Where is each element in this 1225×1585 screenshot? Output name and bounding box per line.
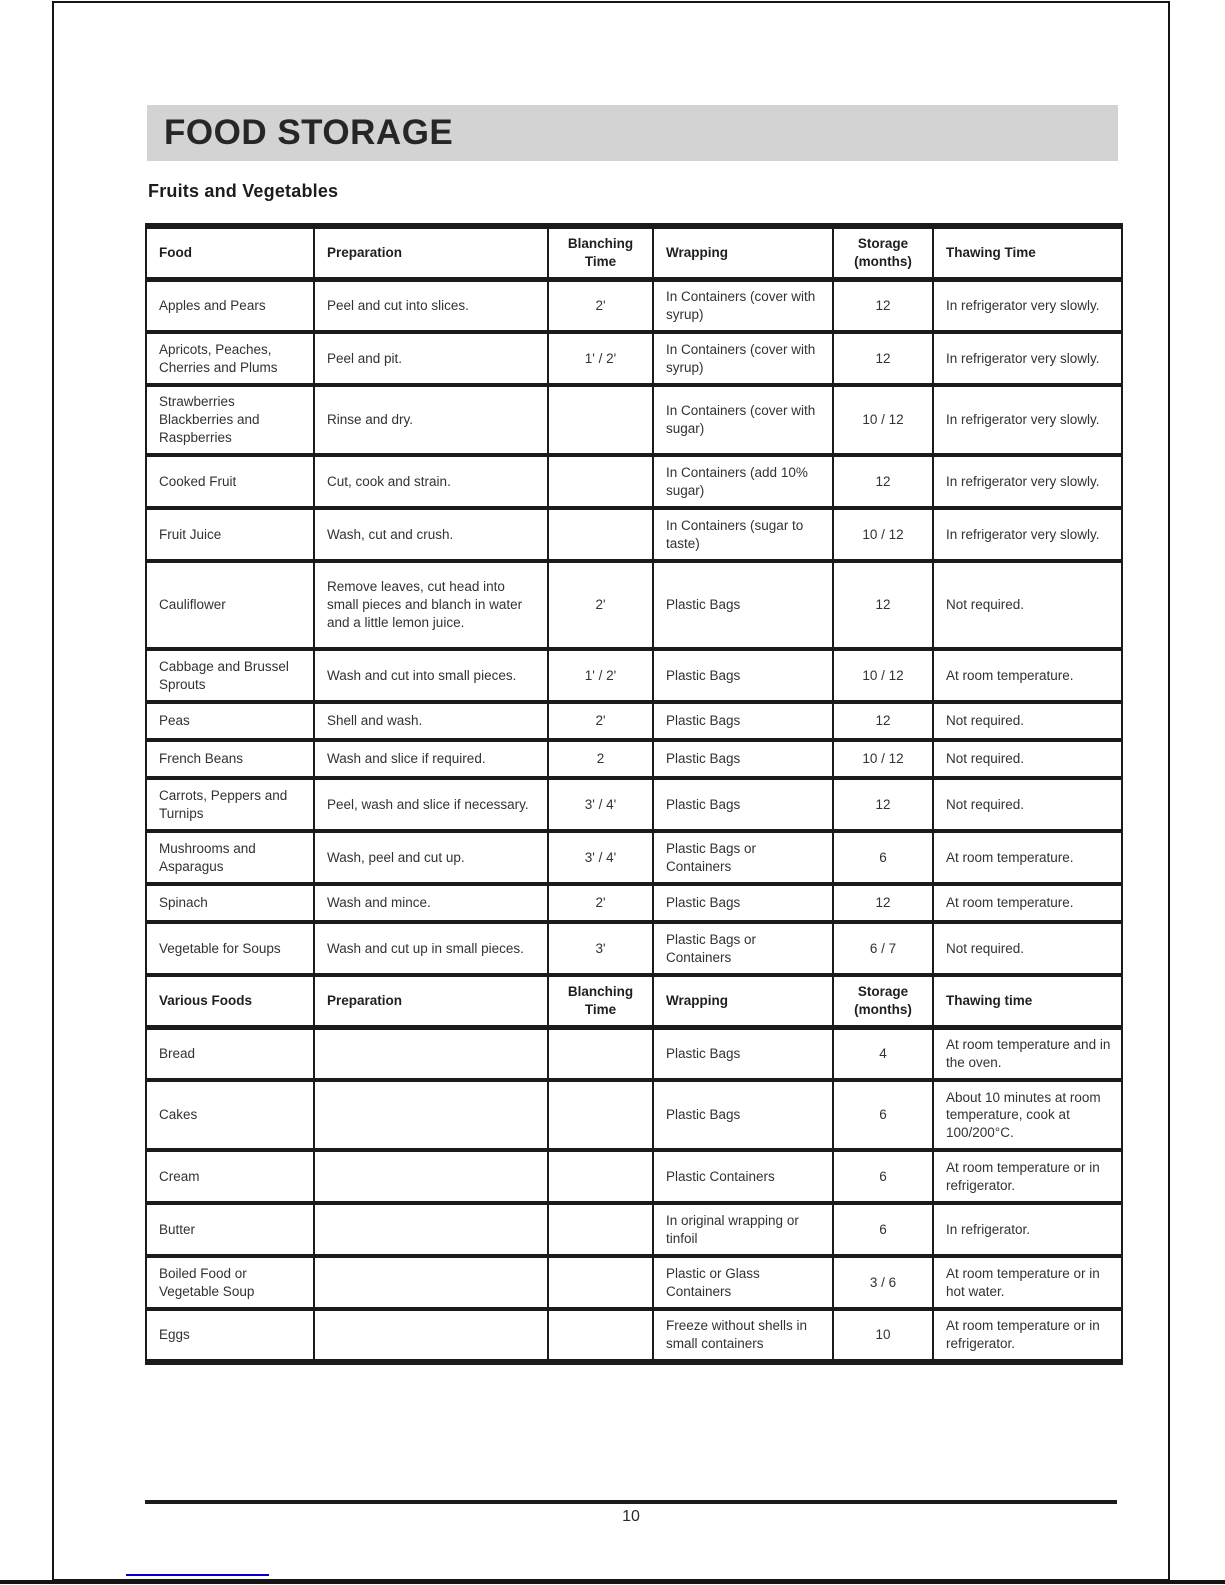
- cell-wrapping: Plastic Bags: [653, 561, 833, 649]
- cell-thawing-time: In refrigerator very slowly.: [933, 508, 1122, 561]
- page-bottom-rule: [0, 1580, 1225, 1584]
- cell-blanching-time: 1' / 2': [548, 649, 653, 702]
- cell-food: Apples and Pears: [146, 279, 314, 332]
- footer-rule: [145, 1500, 1117, 1504]
- cell-preparation: [314, 1027, 548, 1080]
- cell-thawing-time: At room temperature or in refrigerator.: [933, 1150, 1122, 1203]
- cell-food: Cream: [146, 1150, 314, 1203]
- cell-blanching-time: [548, 1027, 653, 1080]
- cell-food: Spinach: [146, 884, 314, 922]
- cell-storage: 3 / 6: [833, 1256, 933, 1309]
- col-header-wrapping: Wrapping: [653, 226, 833, 279]
- cell-storage: 12: [833, 884, 933, 922]
- cell-food: Carrots, Peppers and Turnips: [146, 778, 314, 831]
- cell-wrapping: In Containers (cover with syrup): [653, 332, 833, 385]
- cell-preparation: Wash, peel and cut up.: [314, 831, 548, 884]
- cell-thawing-time: At room temperature.: [933, 884, 1122, 922]
- cell-thawing-time: At room temperature and in the oven.: [933, 1027, 1122, 1080]
- cell-preparation: Peel, wash and slice if necessary.: [314, 778, 548, 831]
- cell-blanching-time: [548, 1256, 653, 1309]
- cell-blanching-time: [548, 1080, 653, 1150]
- table1-header-row: [146, 226, 1122, 279]
- col-header-storage-2: Storage (months): [833, 975, 933, 1027]
- cell-wrapping: In Containers (sugar to taste): [653, 508, 833, 561]
- table-row-cooked-fruit: [146, 455, 1122, 508]
- food-storage-table: [145, 223, 1123, 1365]
- cell-food: Boiled Food or Vegetable Soup: [146, 1256, 314, 1309]
- cell-storage: 10 / 12: [833, 385, 933, 455]
- cell-storage: 12: [833, 279, 933, 332]
- cell-wrapping: Plastic Bags or Containers: [653, 922, 833, 975]
- cell-preparation: [314, 1080, 548, 1150]
- cell-storage: 6: [833, 1150, 933, 1203]
- cell-storage: 10 / 12: [833, 649, 933, 702]
- cell-thawing-time: At room temperature.: [933, 649, 1122, 702]
- cell-thawing-time: In refrigerator.: [933, 1203, 1122, 1256]
- cell-wrapping: Freeze without shells in small containers: [653, 1309, 833, 1362]
- cell-preparation: Wash, cut and crush.: [314, 508, 548, 561]
- cell-blanching-time: [548, 508, 653, 561]
- cell-wrapping: Plastic Bags or Containers: [653, 831, 833, 884]
- cell-storage: 12: [833, 702, 933, 740]
- table-row-butter: [146, 1203, 1122, 1256]
- cell-wrapping: Plastic Bags: [653, 1027, 833, 1080]
- cell-wrapping: In Containers (cover with sugar): [653, 385, 833, 455]
- page-title: FOOD STORAGE: [164, 113, 454, 152]
- cell-wrapping: Plastic Bags: [653, 884, 833, 922]
- cell-wrapping: In Containers (cover with syrup): [653, 279, 833, 332]
- table-row-carrots: [146, 778, 1122, 831]
- table-row-vegetable-soups: [146, 922, 1122, 975]
- cell-storage: 6: [833, 1203, 933, 1256]
- cell-preparation: [314, 1256, 548, 1309]
- cell-wrapping: Plastic Bags: [653, 649, 833, 702]
- table-row-bread: [146, 1027, 1122, 1080]
- table-row-cream: [146, 1150, 1122, 1203]
- cell-storage: 12: [833, 778, 933, 831]
- cell-preparation: Remove leaves, cut head into small pieces and blanch in water and a little lemon juice.: [314, 561, 548, 649]
- col-header-preparation: Preparation: [314, 226, 548, 279]
- table-row-cakes: [146, 1080, 1122, 1150]
- cell-blanching-time: [548, 1309, 653, 1362]
- section-heading: Fruits and Vegetables: [148, 181, 339, 201]
- cell-wrapping: Plastic or Glass Containers: [653, 1256, 833, 1309]
- page-number: 10: [622, 1508, 640, 1525]
- cell-food: Mushrooms and Asparagus: [146, 831, 314, 884]
- cell-food: Cauliflower: [146, 561, 314, 649]
- col-header-blanching-time-2: Blanching Time: [548, 975, 653, 1027]
- cell-thawing-time: At room temperature.: [933, 831, 1122, 884]
- cell-blanching-time: 2': [548, 279, 653, 332]
- cell-thawing-time: Not required.: [933, 740, 1122, 778]
- cell-preparation: Wash and slice if required.: [314, 740, 548, 778]
- cell-thawing-time: Not required.: [933, 702, 1122, 740]
- cell-preparation: Shell and wash.: [314, 702, 548, 740]
- table-row-cauliflower: [146, 561, 1122, 649]
- cell-blanching-time: 2': [548, 702, 653, 740]
- cell-food: Eggs: [146, 1309, 314, 1362]
- cell-thawing-time: In refrigerator very slowly.: [933, 279, 1122, 332]
- col-header-blanching-time: Blanching Time: [548, 226, 653, 279]
- cell-preparation: Peel and cut into slices.: [314, 279, 548, 332]
- cell-storage: 6 / 7: [833, 922, 933, 975]
- food-storage-table-wrapper: [145, 223, 1123, 1365]
- cell-storage: 10 / 12: [833, 508, 933, 561]
- cell-storage: 12: [833, 561, 933, 649]
- cell-thawing-time: At room temperature or in hot water.: [933, 1256, 1122, 1309]
- cell-storage: 6: [833, 831, 933, 884]
- cell-blanching-time: [548, 385, 653, 455]
- col-header-preparation-2: Preparation: [314, 975, 548, 1027]
- cell-blanching-time: [548, 1150, 653, 1203]
- footer-link-underline[interactable]: [126, 1574, 269, 1576]
- cell-wrapping: Plastic Bags: [653, 1080, 833, 1150]
- cell-preparation: Wash and cut up in small pieces.: [314, 922, 548, 975]
- cell-thawing-time: Not required.: [933, 561, 1122, 649]
- table-row-apricots-peaches: [146, 332, 1122, 385]
- cell-wrapping: In original wrapping or tinfoil: [653, 1203, 833, 1256]
- cell-storage: 12: [833, 332, 933, 385]
- cell-wrapping: Plastic Bags: [653, 740, 833, 778]
- cell-food: Butter: [146, 1203, 314, 1256]
- cell-wrapping: Plastic Bags: [653, 778, 833, 831]
- cell-storage: 12: [833, 455, 933, 508]
- table-row-french-beans: [146, 740, 1122, 778]
- cell-blanching-time: 3' / 4': [548, 778, 653, 831]
- cell-thawing-time: Not required.: [933, 778, 1122, 831]
- col-header-various-foods: Various Foods: [146, 975, 314, 1027]
- cell-thawing-time: About 10 minutes at room temperature, cook at 100/200°C.: [933, 1080, 1122, 1150]
- col-header-food: Food: [146, 226, 314, 279]
- title-banner: [147, 105, 1118, 161]
- cell-storage: 10: [833, 1309, 933, 1362]
- cell-thawing-time: In refrigerator very slowly.: [933, 385, 1122, 455]
- table-row-spinach: [146, 884, 1122, 922]
- table-row-peas: [146, 702, 1122, 740]
- table-row-apples-pears: [146, 279, 1122, 332]
- cell-preparation: [314, 1203, 548, 1256]
- cell-storage: 4: [833, 1027, 933, 1080]
- table-row-mushrooms: [146, 831, 1122, 884]
- cell-thawing-time: In refrigerator very slowly.: [933, 455, 1122, 508]
- cell-thawing-time: In refrigerator very slowly.: [933, 332, 1122, 385]
- cell-storage: 10 / 12: [833, 740, 933, 778]
- cell-wrapping: Plastic Bags: [653, 702, 833, 740]
- cell-preparation: [314, 1309, 548, 1362]
- cell-blanching-time: 2: [548, 740, 653, 778]
- cell-blanching-time: [548, 455, 653, 508]
- cell-wrapping: Plastic Containers: [653, 1150, 833, 1203]
- cell-food: Cakes: [146, 1080, 314, 1150]
- cell-thawing-time: Not required.: [933, 922, 1122, 975]
- cell-food: Strawberries Blackberries and Raspberries: [146, 385, 314, 455]
- cell-preparation: Wash and cut into small pieces.: [314, 649, 548, 702]
- cell-preparation: Peel and pit.: [314, 332, 548, 385]
- cell-blanching-time: 1' / 2': [548, 332, 653, 385]
- cell-food: French Beans: [146, 740, 314, 778]
- cell-blanching-time: 2': [548, 884, 653, 922]
- cell-food: Vegetable for Soups: [146, 922, 314, 975]
- cell-food: Cooked Fruit: [146, 455, 314, 508]
- cell-storage: 6: [833, 1080, 933, 1150]
- table2-header-row: [146, 975, 1122, 1027]
- cell-blanching-time: [548, 1203, 653, 1256]
- cell-blanching-time: 3': [548, 922, 653, 975]
- table-row-boiled-food: [146, 1256, 1122, 1309]
- cell-thawing-time: At room temperature or in refrigerator.: [933, 1309, 1122, 1362]
- table-row-fruit-juice: [146, 508, 1122, 561]
- cell-preparation: Wash and mince.: [314, 884, 548, 922]
- table-row-cabbage: [146, 649, 1122, 702]
- cell-food: Cabbage and Brussel Sprouts: [146, 649, 314, 702]
- cell-blanching-time: 2': [548, 561, 653, 649]
- cell-food: Apricots, Peaches, Cherries and Plums: [146, 332, 314, 385]
- cell-preparation: Cut, cook and strain.: [314, 455, 548, 508]
- table-row-strawberries: [146, 385, 1122, 455]
- col-header-storage: Storage (months): [833, 226, 933, 279]
- cell-food: Peas: [146, 702, 314, 740]
- cell-preparation: Rinse and dry.: [314, 385, 548, 455]
- cell-blanching-time: 3' / 4': [548, 831, 653, 884]
- col-header-thawing-time: Thawing Time: [933, 226, 1122, 279]
- cell-preparation: [314, 1150, 548, 1203]
- cell-food: Bread: [146, 1027, 314, 1080]
- col-header-thawing-time-2: Thawing time: [933, 975, 1122, 1027]
- table-row-eggs: [146, 1309, 1122, 1362]
- cell-food: Fruit Juice: [146, 508, 314, 561]
- col-header-wrapping-2: Wrapping: [653, 975, 833, 1027]
- cell-wrapping: In Containers (add 10% sugar): [653, 455, 833, 508]
